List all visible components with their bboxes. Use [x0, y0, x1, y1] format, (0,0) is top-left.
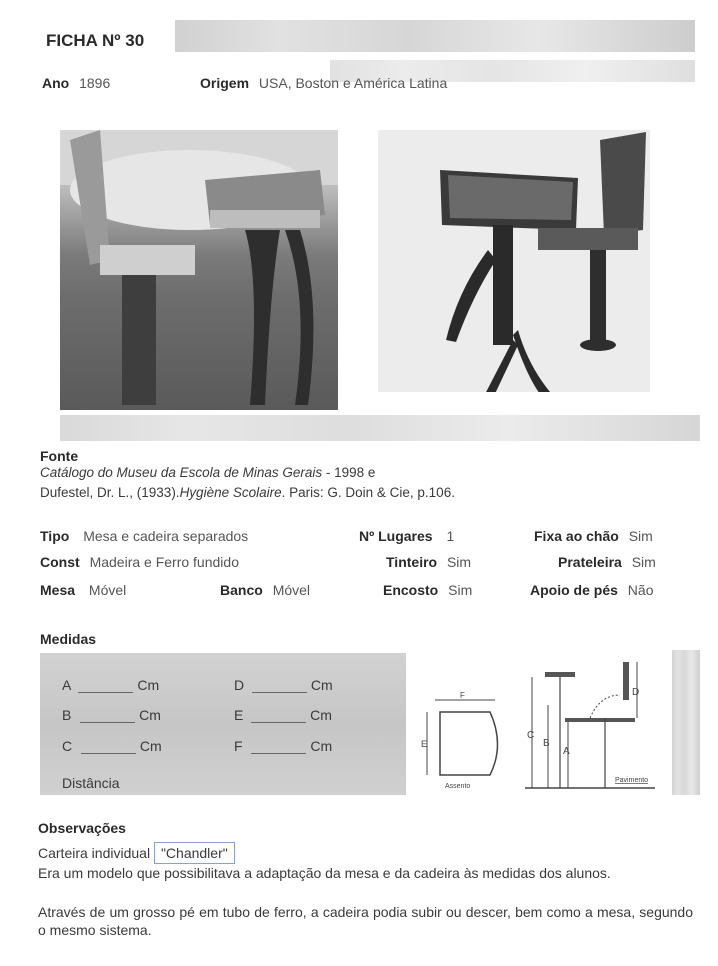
measurement-diagram [415, 650, 675, 790]
measure-B [62, 706, 161, 723]
measure-A-label: A [62, 677, 71, 693]
spec-mesa [40, 582, 126, 598]
notes-line-1 [38, 845, 235, 861]
spec-encosto-label: Encosto [383, 582, 439, 598]
spec-const-value: Madeira e Ferro fundido [89, 554, 239, 570]
year-row [42, 75, 110, 91]
year-value: 1896 [79, 75, 111, 91]
spec-lugares [359, 528, 454, 544]
backrest [623, 662, 629, 700]
measure-E [234, 706, 332, 723]
diagram-seat-caption: Assento [445, 783, 471, 790]
section-band [60, 415, 700, 441]
notes-label: Observações [38, 820, 126, 836]
notes-paragraph-2: Através de um grosso pé em tubo de ferro, a cadeira podia subir ou descer, bem como a mesa, segundo o mesmo sistema. [38, 904, 693, 938]
spec-banco [220, 582, 310, 598]
spec-banco-value: Móvel [272, 582, 311, 598]
measure-distance: Distância [62, 775, 120, 791]
spec-const-label: Const [40, 554, 80, 570]
notes-paragraph-1: Era um modelo que possibilitava a adaptação da mesa e da cadeira às medidas dos alunos. [38, 865, 611, 881]
spec-mesa-label: Mesa [40, 582, 76, 598]
diagram-letter-C: C [527, 730, 535, 741]
spec-prateleira-label: Prateleira [558, 554, 622, 570]
source-title-1: Catálogo do Museu da Escola de Minas Gerais [40, 465, 323, 480]
measure-B-unit: Cm [139, 707, 161, 723]
header-band [175, 20, 695, 52]
page-title: FICHA Nº 30 [46, 31, 145, 50]
diagram-letter-E: E [421, 739, 428, 749]
origin-row [200, 75, 447, 91]
measure-B-field[interactable] [80, 706, 135, 723]
diagram-letter-F: F [460, 691, 465, 700]
measure-E-label: E [234, 707, 244, 723]
measures-panel [40, 653, 406, 795]
diagram-letter-B: B [543, 738, 550, 749]
measure-F-label: F [234, 738, 243, 754]
measure-B-label: B [62, 707, 72, 723]
spec-tipo-value: Mesa e cadeira separados [83, 528, 249, 544]
notes-highlight: "Chandler" [154, 842, 235, 864]
seat-outline [440, 712, 498, 775]
desk-photo-left-drawing [60, 130, 338, 410]
spec-tinteiro-label: Tinteiro [386, 554, 438, 570]
measure-C-unit: Cm [139, 738, 162, 754]
source-line-2-rest: . Paris: G. Doin & Cie, p.106. [281, 485, 455, 500]
spec-encosto-value: Sim [448, 582, 473, 598]
diagram-floor-caption: Pavimento [615, 777, 649, 784]
spec-lugares-value: 1 [446, 528, 455, 544]
desk-top [545, 672, 575, 677]
measure-C [62, 737, 162, 754]
measure-E-unit: Cm [310, 707, 332, 723]
spec-fixa-value: Sim [628, 528, 653, 544]
spec-tipo-label: Tipo [40, 528, 70, 544]
measure-D-label: D [234, 677, 245, 693]
diagram-letter-D: D [632, 687, 640, 698]
spec-prateleira [558, 554, 656, 570]
measure-D-unit: Cm [310, 677, 333, 693]
source-line-2 [40, 485, 455, 500]
spec-banco-label: Banco [220, 582, 263, 598]
source-title-2: Hygiène Scolaire [179, 485, 282, 500]
desk-photo-left [60, 130, 338, 410]
spec-tinteiro [386, 554, 471, 570]
spec-encosto [383, 582, 472, 598]
measure-D-field[interactable] [252, 676, 307, 693]
spec-tinteiro-value: Sim [446, 554, 472, 570]
measure-A-unit: Cm [137, 677, 160, 693]
spec-const [40, 554, 239, 570]
desk-photo-right [378, 130, 650, 392]
measure-F [234, 737, 332, 754]
spec-lugares-label: Nº Lugares [359, 528, 433, 544]
diagram-letter-A: A [563, 746, 570, 757]
measure-C-field[interactable] [81, 737, 136, 754]
desk-photo-right-drawing [378, 130, 650, 392]
source-label: Fonte [40, 448, 79, 464]
seat-arc [590, 695, 620, 718]
measure-A-field[interactable] [78, 676, 133, 693]
spec-fixa-label: Fixa ao chão [534, 528, 619, 544]
spec-apoio-value: Não [627, 582, 654, 598]
notes-line-1-pre: Carteira individual [38, 845, 154, 861]
origin-value: USA, Boston e América Latina [258, 75, 448, 91]
year-label: Ano [42, 75, 70, 91]
source-line-1 [40, 465, 375, 480]
spec-tipo [40, 528, 248, 544]
spec-apoio-label: Apoio de pés [530, 582, 618, 598]
source-line-2-pre: Dufestel, Dr. L., (1933). [40, 485, 180, 500]
spec-prateleira-value: Sim [631, 554, 656, 570]
measure-E-field[interactable] [251, 706, 306, 723]
spec-mesa-value: Móvel [88, 582, 127, 598]
measure-C-label: C [62, 738, 73, 754]
spec-apoio [530, 582, 653, 598]
measure-D [234, 676, 333, 693]
measure-A [62, 676, 159, 693]
measure-F-unit: Cm [310, 738, 333, 754]
origin-label: Origem [200, 75, 250, 91]
measures-label: Medidas [40, 631, 97, 647]
measure-F-field[interactable] [251, 737, 306, 754]
spec-fixa [534, 528, 653, 544]
seat-top [565, 718, 635, 722]
source-line-1-rest: - 1998 e [322, 465, 376, 480]
diagram-band [672, 650, 700, 795]
